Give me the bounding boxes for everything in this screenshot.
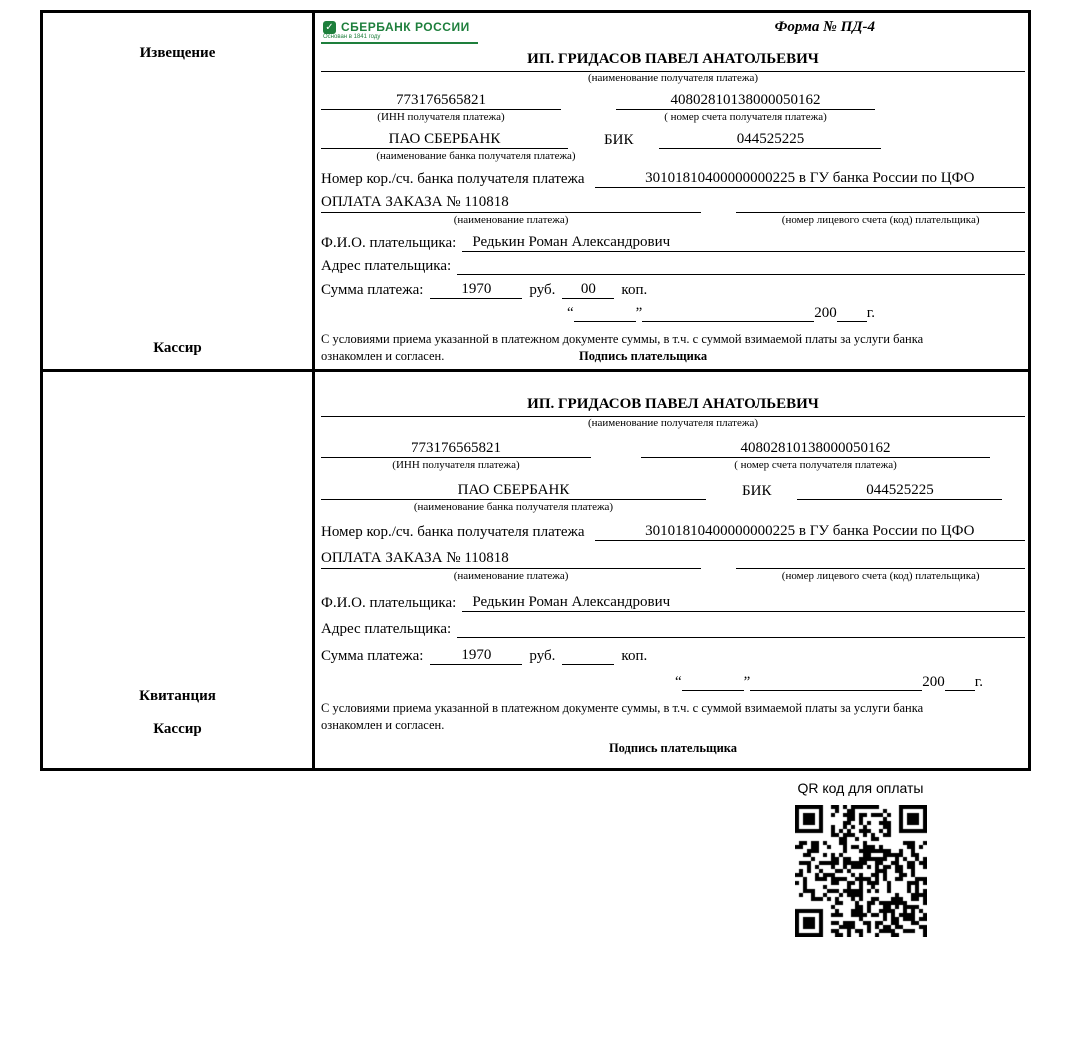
receipt-body: [315, 372, 1028, 768]
bank-caption: (наименование банка получателя платежа): [376, 149, 576, 162]
bank-caption-row: [321, 150, 1025, 164]
amount-row: [321, 647, 1025, 665]
terms-text: С условиями приема указанной в платежном документе суммы, в т.ч. с суммой взимаемой платы за услуги банка ознакомлен и согласен.: [321, 332, 924, 364]
receipt-label: Квитанция: [139, 688, 216, 704]
year-prefix: 200: [922, 674, 945, 690]
purpose-captions: [321, 570, 1025, 585]
purpose-row: [321, 550, 1025, 569]
sberbank-logo: [321, 19, 478, 44]
payer-signature-label: Подпись плательщика: [579, 349, 708, 364]
bik-label: БИК: [604, 131, 634, 148]
date-year-blank: [945, 677, 975, 691]
notice-cashier-label: Кассир: [153, 340, 202, 356]
kop-label: коп.: [621, 282, 648, 299]
inn-account-row: [321, 92, 1025, 110]
receipt-section: [40, 372, 1031, 771]
corr-account-row: [321, 523, 1025, 541]
inn-account-captions: [321, 111, 1025, 125]
inn-account-captions: [321, 459, 1025, 473]
sberbank-logo-text: СБЕРБАНК РОССИИ: [341, 20, 470, 34]
date-day-blank: [574, 308, 636, 322]
payment-purpose-value: ОПЛАТА ЗАКАЗА № 110818: [321, 550, 701, 569]
payer-name-row: [321, 234, 1025, 252]
personal-account-caption: (номер лицевого счета (код) плательщика): [781, 213, 980, 226]
notice-section: [40, 10, 1031, 372]
sberbank-logo-subtext: Основан в 1841 году: [323, 34, 381, 40]
corr-account-value: 30101810400000000225 в ГУ банка России по ЦФО: [595, 170, 1025, 188]
bank-row: [321, 482, 1025, 500]
recipient-name: ИП. ГРИДАСОВ ПАВЕЛ АНАТОЛЬЕВИЧ: [321, 51, 1025, 72]
receipt-cashier-label: Кассир: [153, 721, 202, 737]
payer-address-row: [321, 258, 1025, 275]
year-suffix: г.: [974, 674, 983, 690]
amount-label: Сумма платежа:: [321, 648, 424, 664]
date-row: [675, 674, 983, 691]
bik-label: БИК: [742, 482, 772, 499]
bank-caption: (наименование банка получателя платежа): [413, 500, 614, 513]
corr-account-label: Номер кор./сч. банка получателя платежа: [321, 170, 585, 187]
bik-value: 044525225: [797, 482, 1002, 500]
sberbank-logo-lockup: [323, 20, 470, 34]
amount-rub-value: 1970: [430, 281, 522, 299]
inn-value: 773176565821: [321, 92, 561, 110]
payer-name-value: Редькин Роман Александрович: [462, 594, 1025, 612]
amount-kop-blank: [562, 664, 614, 665]
payer-address-blank: [457, 637, 1025, 638]
kop-label: коп.: [621, 648, 648, 664]
recipient-caption: (наименование получателя платежа): [587, 72, 759, 85]
bank-name-value: ПАО СБЕРБАНК: [321, 482, 706, 500]
notice-header-row: [321, 19, 1025, 49]
corr-account-label: Номер кор./сч. банка получателя платежа: [321, 524, 585, 541]
account-caption: ( номер счета получателя платежа): [734, 458, 897, 471]
bank-row: [321, 131, 1025, 149]
quote-open: “: [566, 305, 574, 322]
payer-name-value: Редькин Роман Александрович: [462, 234, 1025, 252]
date-row: [567, 305, 875, 322]
qr-caption: QR код для оплаты: [797, 780, 924, 796]
bank-caption-row: [321, 501, 1025, 515]
bank-name-value: ПАО СБЕРБАНК: [321, 131, 568, 149]
notice-label: Извещение: [139, 45, 216, 61]
sberbank-logo-icon: ✓: [323, 21, 336, 34]
quote-open: “: [674, 674, 682, 690]
rub-label: руб.: [529, 282, 556, 299]
personal-account-blank: [736, 568, 1025, 569]
terms-block: [321, 700, 1025, 757]
purpose-captions: [321, 214, 1025, 229]
inn-caption: (ИНН получателя платежа): [392, 458, 520, 471]
account-value: 40802810138000050162: [641, 440, 990, 458]
rub-label: руб.: [529, 648, 556, 664]
recipient-caption: (наименование получателя платежа): [587, 417, 759, 429]
payer-signature-label: Подпись плательщика: [608, 740, 738, 755]
payer-name-row: [321, 594, 1025, 612]
corr-account-row: [321, 170, 1025, 188]
terms-text: С условиями приема указанной в платежном документе суммы, в т.ч. с суммой взимаемой платы за услуги банка ознакомлен и согласен.: [321, 701, 924, 732]
date-month-blank: [750, 677, 922, 691]
notice-left-column: [43, 13, 315, 369]
bik-value: 044525225: [659, 131, 881, 149]
payment-caption: (наименование платежа): [453, 213, 569, 226]
account-value: 40802810138000050162: [616, 92, 875, 110]
quote-close: ”: [743, 674, 751, 690]
year-suffix: г.: [866, 305, 875, 322]
notice-body: [315, 13, 1028, 369]
payer-address-label: Адрес плательщика:: [321, 258, 452, 275]
payer-address-blank: [457, 274, 1025, 275]
account-caption: ( номер счета получателя платежа): [664, 111, 827, 123]
inn-caption: (ИНН получателя платежа): [377, 111, 505, 123]
personal-account-blank: [736, 212, 1025, 213]
recipient-name: ИП. ГРИДАСОВ ПАВЕЛ АНАТОЛЬЕВИЧ: [321, 396, 1025, 417]
qr-code-image: [795, 805, 927, 937]
inn-value: 773176565821: [321, 440, 591, 458]
purpose-row: [321, 194, 1025, 213]
amount-kop-value: 00: [562, 281, 614, 299]
payment-form-pd4: [40, 10, 1031, 771]
payer-address-row: [321, 621, 1025, 638]
corr-account-value: 30101810400000000225 в ГУ банка России по ЦФО: [595, 523, 1025, 541]
receipt-left-column: [43, 372, 315, 768]
payment-caption: (наименование платежа): [453, 570, 569, 583]
date-month-blank: [642, 308, 814, 322]
year-prefix: 200: [814, 305, 837, 322]
form-number-label: Форма № ПД-4: [774, 19, 875, 35]
payer-name-label: Ф.И.О. плательщика:: [321, 235, 457, 252]
payment-purpose-value: ОПЛАТА ЗАКАЗА № 110818: [321, 194, 701, 213]
terms-block: [321, 331, 1025, 365]
date-year-blank: [837, 308, 867, 322]
quote-close: ”: [635, 305, 643, 322]
personal-account-caption: (номер лицевого счета (код) плательщика): [781, 570, 980, 583]
date-day-blank: [682, 677, 744, 691]
inn-account-row: [321, 440, 1025, 458]
amount-rub-value: 1970: [430, 647, 522, 665]
qr-block: [788, 780, 933, 937]
payer-name-label: Ф.И.О. плательщика:: [321, 595, 457, 611]
amount-row: [321, 281, 1025, 299]
amount-label: Сумма платежа:: [321, 282, 424, 299]
payer-address-label: Адрес плательщика:: [321, 621, 452, 637]
